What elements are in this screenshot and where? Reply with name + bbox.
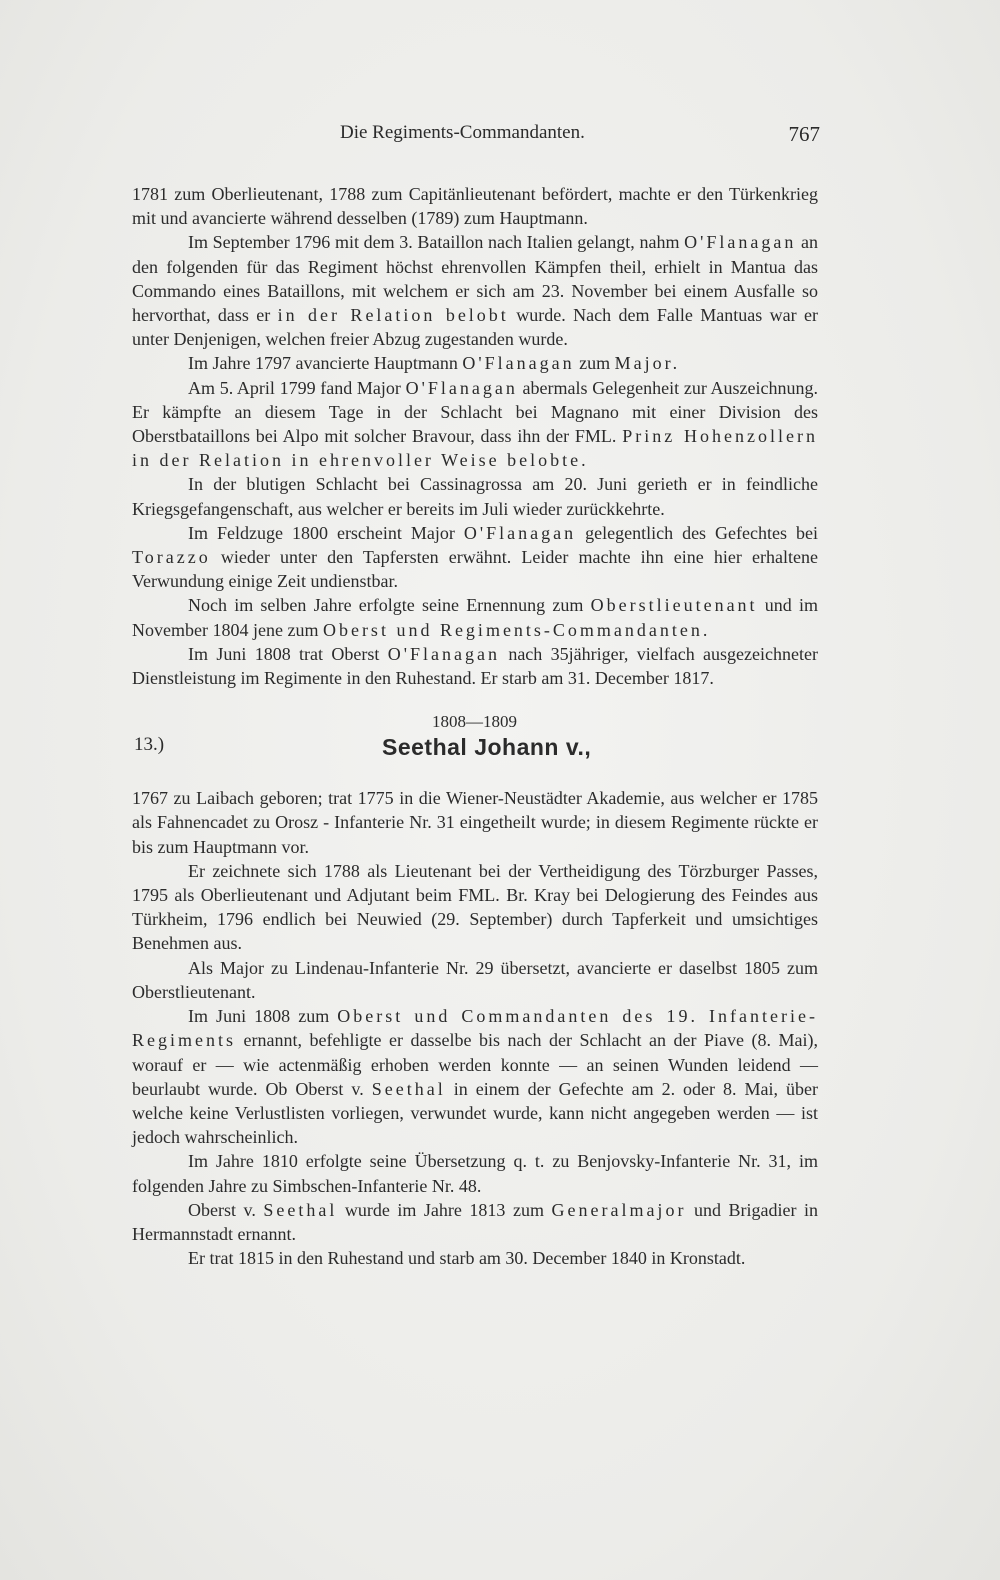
spaced-emphasis: Major. — [614, 353, 681, 374]
paragraph — [132, 230, 818, 351]
text-run: ernannt, befehligte er dasselbe bis nach der Schlacht an der Piave (8. Mai), worauf er — wie actenmäßig erhoben werden konnte — an seinen Wunden leidend — beurlaubt wurde. Ob Oberst v. — [132, 1030, 818, 1099]
spaced-emphasis: Seethal — [371, 1078, 446, 1099]
section-years: 1808—1809 — [432, 712, 517, 732]
text-run: Im Jahre 1797 avancierte Hauptmann — [188, 353, 463, 374]
text-run: 1781 zum Oberlieutenant, 1788 zum Capitänlieutenant befördert, machte er den Türkenkrieg mit und avancierte während desselben (1789) zum Hauptmann. — [132, 184, 818, 229]
paragraph — [132, 1246, 818, 1270]
text-run: Er trat 1815 in den Ruhestand und starb am 30. December 1840 in Kronstadt. — [188, 1248, 746, 1269]
spaced-emphasis: Oberst und Commandanten des 19. Infanterie-Regiments — [132, 1006, 819, 1051]
spaced-emphasis: Oberst und Regiments-Commandanten. — [322, 619, 711, 640]
section-seethal — [132, 786, 818, 1270]
section-oflanagan — [132, 182, 818, 690]
paragraph — [132, 593, 818, 641]
spaced-emphasis: in der Relation belobt — [277, 305, 509, 326]
text-run: Im Juni 1808 zum — [188, 1006, 338, 1027]
paragraph — [132, 1198, 818, 1246]
paragraph — [132, 376, 818, 473]
paragraph — [132, 182, 818, 230]
text-run: Noch im selben Jahre erfolgte seine Ernennung zum — [188, 595, 591, 616]
spaced-emphasis: O'Flanagan — [684, 232, 797, 253]
spaced-emphasis: O'Flanagan — [387, 643, 500, 664]
paragraph — [132, 859, 818, 956]
text-run: Er zeichnete sich 1788 als Lieutenant bei der Vertheidigung des Törzburger Passes, 1795 als Oberlieutenant und Adjutant beim FML. Br. Kray bei Delogierung des Feindes aus Türkheim, 1796 endlich bei Neuwied (29. September) durch Tapferkeit und umsichtiges Benehmen aus. — [132, 860, 818, 954]
section-number: 13.) — [134, 734, 165, 756]
text-run: an den folgenden für das Regiment höchst ehrenvollen Kämpfen theil, erhielt in Mantua das Commando eines Bataillons, mit welchem er sich am 23. November bei einem Ausfalle so hervorthat, dass er — [132, 232, 818, 326]
text-run: in einem der Gefechte am 2. oder 8. Mai, über welche keine Verlustlisten vorliegen, verwundet wurde, kann nicht angegeben werden — ist jedoch wahrscheinlich. — [132, 1078, 818, 1148]
text-run: wurde. Nach dem Falle Mantuas war er unter Denjenigen, welchen freier Abzug zugestanden wurde. — [132, 305, 819, 350]
spaced-emphasis: O'Flanagan — [463, 522, 577, 543]
spaced-emphasis: Torazzo — [132, 547, 211, 568]
text-run: Im September 1796 mit dem 3. Bataillon nach Italien gelangt, nahm — [188, 232, 685, 253]
spaced-emphasis: Seethal — [263, 1199, 338, 1220]
spaced-emphasis: O'Flanagan — [462, 353, 575, 374]
paragraph — [132, 642, 818, 690]
text-run: Als Major zu Lindenau-Infanterie Nr. 29 übersetzt, avancierte er daselbst 1805 zum Oberstlieutenant. — [132, 957, 818, 1002]
section-heading — [132, 712, 818, 772]
page-header — [130, 122, 820, 152]
page-number: 767 — [788, 122, 820, 146]
text-run: und Brigadier in Hermannstadt ernannt. — [132, 1199, 818, 1244]
text-run: wurde im Jahre 1813 zum — [337, 1199, 552, 1220]
text-run: nach 35jähriger, vielfach ausgezeichneter Dienstleistung im Regimente in den Ruhestand. Er starb am 31. December 1817. — [132, 643, 818, 689]
text-run: und im November 1804 jene zum — [132, 595, 818, 640]
text-run: Im Feldzuge 1800 erscheint Major — [188, 522, 464, 543]
text-run: abermals Gelegenheit zur Auszeichnung. Er kämpfte an diesem Tage in der Schlacht bei Magnano mit einer Division des Oberstbataillons bei Alpo mit solcher Bravour, dass ihn der FML. — [132, 377, 818, 447]
paragraph — [132, 472, 818, 520]
text-run: wieder unter den Tapfersten erwähnt. Leider machte ihn eine hier erhaltene Verwundung einige Zeit undienstbar. — [132, 547, 818, 592]
text-run: Im Jahre 1810 erfolgte seine Übersetzung q. t. zu Benjovsky-Infanterie Nr. 31, im folgenden Jahre zu Simbschen-Infanterie Nr. 48. — [132, 1151, 818, 1196]
running-title: Die Regiments-Commandanten. — [340, 122, 585, 143]
text-run: Am 5. April 1799 fand Major — [188, 377, 406, 398]
spaced-emphasis: Prinz Hohenzollern in der Relation in ehrenvoller Weise belobte. — [132, 426, 818, 471]
section-name: Seethal Johann v., — [382, 734, 592, 761]
paragraph — [132, 521, 818, 594]
paragraph — [132, 1004, 818, 1149]
spaced-emphasis: Generalmajor — [551, 1199, 687, 1220]
text-run: zum — [574, 353, 615, 374]
text-run: Oberst v. — [188, 1199, 264, 1220]
spaced-emphasis: O'Flanagan — [405, 377, 518, 398]
text-run: gelegentlich des Gefechtes bei — [576, 522, 818, 543]
paragraph — [132, 786, 818, 859]
paragraph — [132, 1149, 818, 1197]
text-run: In der blutigen Schlacht bei Cassinagrossa am 20. Juni gerieth er in feindliche Kriegsgefangenschaft, aus welcher er bereits im Juli wieder zurückkehrte. — [132, 474, 818, 519]
paragraph — [132, 956, 818, 1004]
text-run: Im Juni 1808 trat Oberst — [188, 643, 388, 664]
text-run: 1767 zu Laibach geboren; trat 1775 in die Wiener-Neustädter Akademie, aus welcher er 1785 als Fahnencadet zu Orosz - Infanterie Nr. 31 eingetheilt wurde; in diesem Regimente rückte er bis zum Hauptmann vor. — [132, 788, 818, 857]
paragraph — [132, 351, 818, 375]
body-text — [132, 182, 818, 1270]
spaced-emphasis: Oberstlieutenant — [590, 595, 758, 616]
